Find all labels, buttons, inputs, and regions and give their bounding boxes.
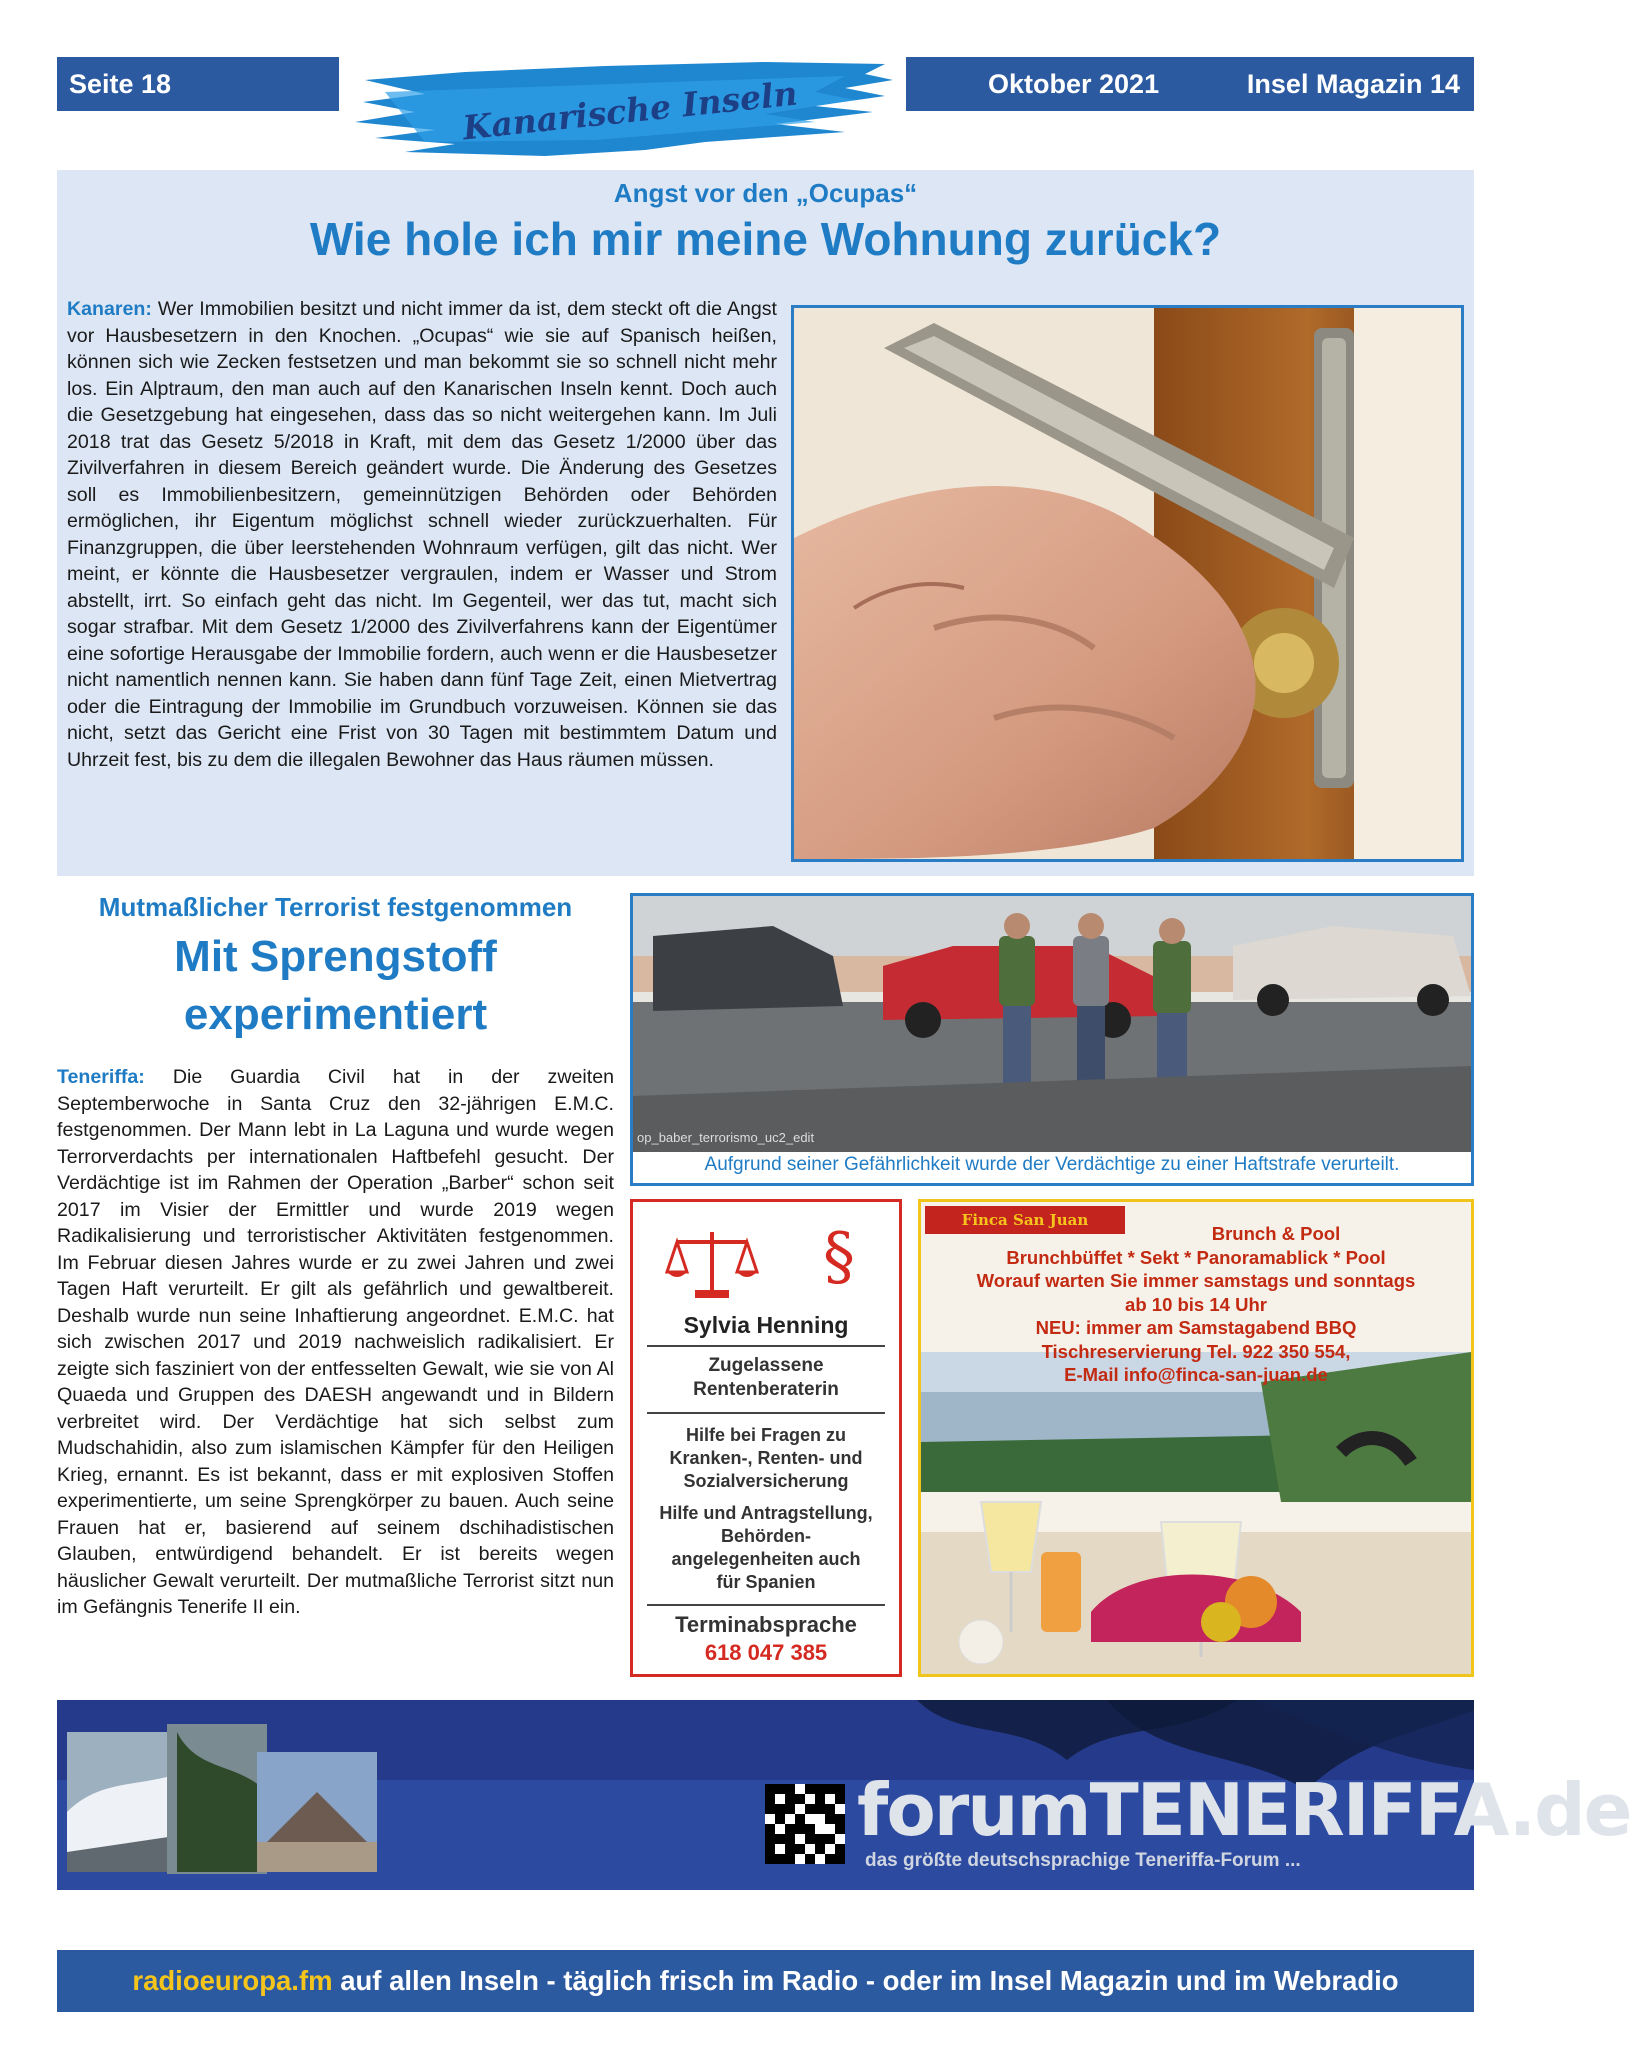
photo-caption: Aufgrund seiner Gefährlichkeit wurde der Verdächtige zu einer Haftstrafe verurteilt. (704, 1154, 1400, 1175)
forum-subtitle: das größte deutschsprachige Teneriffa-Forum ... (865, 1850, 1301, 1871)
header-right-bar (906, 57, 1474, 111)
finca-logo: Finca San Juan (925, 1206, 1125, 1234)
article2-text: Die Guardia Civil hat in der zweiten Septemberwoche in Santa Cruz den 32-jährigen E.M.C. festgenommen. Der Mann lebt in La Laguna und wurde wegen Terrorverdachts per internationalen Haftbefehl gesucht. Der Verdächtige ist im Rahmen der Operation „Barber“ schon seit 2017 im Visier der Ermittler und wurde 2019 wegen Radikalisierung und terroristischer Aktivitäten festgenommen. Im Februar diesen Jahres wurde er zu zwei Jahren und zwei Tagen Haft verurteilt. Er gilt als gefährlich und gewaltbereit. Deshalb wurde nun seine Inhaftierung angeordnet. E.M.C. hat sich zwischen 2017 und 2019 nachweislich radikalisiert. Er zeigte sich fasziniert von der entfesselten Gewalt, wie sie von Al Quaeda und Gruppen des DAESH angewandt und in Bildern verbreitet wird. Der Verdächtige hat sich selbst zum Mudschahidin, also zum islamischen Kämpfer für den Heiligen Krieg, ernannt. Es ist bekannt, dass er mit explosiven Stoffen experimentierte, um seine Sprengkörper zu bauen. Auch seine Frauen hat er, basierend auf seinem dschihadistischen Glauben, entwürdigend behandelt. Er ist bereits wegen häuslicher Gewalt verurteilt. Der mutmaßliche Terrorist sitzt nun im Gefängnis Tenerife II ein. (57, 1066, 614, 1618)
ad-finca-line1: Brunch & Pool (1211, 1223, 1341, 1244)
ad-henning-appointment: Terminabsprache (675, 1612, 857, 1637)
ad-finca-line4: ab 10 bis 14 Uhr (1125, 1293, 1267, 1315)
footer-text: auf allen Inseln - täglich frisch im Radio - oder im Insel Magazin und im Webradio (332, 1965, 1399, 1996)
ad-henning-title-line1: Zugelassene (708, 1355, 824, 1376)
ad-divider (647, 1345, 885, 1347)
ad-henning-help2-line4: für Spanien (716, 1572, 816, 1592)
forum-teneriffa-banner (57, 1700, 1630, 1890)
article1-kicker: Angst vor den „Ocupas“ (613, 178, 918, 208)
ad-henning-help2-line3: angelegenheiten auch (671, 1549, 861, 1569)
scales-icon (667, 1224, 757, 1304)
magazine-name: Insel Magazin 14 (1246, 68, 1460, 99)
ad-henning-help2-line1: Hilfe und Antragstellung, (659, 1503, 873, 1523)
article2-kicker: Mutmaßlicher Terrorist festgenommen (98, 892, 573, 922)
article2-body (57, 1064, 614, 1621)
ad-finca-text (921, 1222, 1471, 1387)
photo-filename: op_baber_terrorismo_uc2_edit (637, 1130, 815, 1145)
ad-henning-title-line2: Rentenberaterin (693, 1379, 839, 1400)
article2-headline-line1: Mit Sprengstoff (174, 932, 497, 981)
ad-finca-line5: NEU: immer am Samstagabend BBQ (1035, 1317, 1357, 1338)
article1-photo-hand-key (791, 305, 1464, 862)
ad-finca-line7: E-Mail info@finca-san-juan.de (1064, 1364, 1328, 1385)
ad-sylvia-henning (630, 1199, 902, 1677)
ad-henning-name: Sylvia Henning (683, 1312, 849, 1338)
forum-title: forumTENERIFFA.de (857, 1768, 1630, 1852)
paragraph-icon: § (823, 1220, 855, 1294)
page-number-text: Seite 18 (69, 68, 172, 99)
article2-headline-line2: experimentiert (183, 990, 488, 1039)
ad-finca-line3: Worauf warten Sie immer samstags und sonntags (976, 1270, 1416, 1291)
article1-body (67, 296, 777, 773)
ad-henning-help1-line1: Hilfe bei Fragen zu (685, 1425, 847, 1445)
ad-henning-help1-line3: Sozialversicherung (683, 1471, 849, 1491)
footer-bar (57, 1950, 1474, 2012)
footer-site-link[interactable]: radioeuropa.fm (132, 1965, 333, 1996)
article2-photo-arrest (630, 893, 1474, 1186)
ad-finca-line6: Tischreservierung Tel. 922 350 554, (1041, 1340, 1351, 1362)
article2-headline (57, 928, 614, 1044)
ad-finca-line2: Brunchbüffet * Sekt * Panoramablick * Pool (1006, 1246, 1386, 1268)
ad-finca-san-juan (918, 1199, 1474, 1677)
article1-headline: Wie hole ich mir meine Wohnung zurück? (309, 213, 1222, 265)
issue-date: Oktober 2021 (988, 68, 1160, 99)
ad-divider (647, 1412, 885, 1414)
ad-henning-help1-line2: Kranken-, Renten- und (669, 1448, 863, 1468)
ad-henning-help1 (633, 1424, 899, 1493)
ad-henning-title (633, 1354, 899, 1402)
article1-lead: Kanaren: (67, 298, 152, 320)
ad-henning-help2 (633, 1502, 899, 1594)
article1-text: Wer Immobilien besitzt und nicht immer da ist, dem steckt oft die Angst vor Hausbesetzern in den Knochen. „Ocupas“ wie sie auf Spanisch heißen, können sich wie Zecken festsetzen und man bekommt sie so schnell nicht mehr los. Ein Alptraum, den man auch auf den Kanarischen Inseln kennt. Doch auch die Gesetzgebung hat eingesehen, dass das so nicht weitergehen kann. Im Juli 2018 trat das Gesetz 5/2018 in Kraft, mit dem das Gesetz 1/2000 über das Zivilverfahren in diesem Bereich geändert wurde. Die Änderung des Gesetzes soll es Immobilienbesitzern, gemeinnützigen Behörden oder Behörden ermöglichen, ihr Eigentum möglichst schnell wieder zurückzuerhalten. Für Finanzgruppen, die über leerstehenden Wohnraum verfügen, gilt das nicht. Wer meint, er könnte die Hausbesetzer vergraulen, indem er Wasser und Strom abstellt, irrt. So einfach geht das nicht. Im Gegenteil, wer das tut, macht sich sogar strafbar. Mit dem Gesetz 1/2000 des Zivilverfahrens kann der Eigentümer eine sofortige Herausgabe der Immobilie fordern, auch wenn er die Hausbesetzer nicht namentlich nennen kann. Sie haben dann fünf Tage Zeit, einen Mietvertrag oder die Eintragung der Immobilie im Grundbuch vorzuweisen. Können sie das nicht, setzt das Gericht eine Frist von 30 Tagen mit bestimmtem Datum und Uhrzeit fest, bis zu dem die illegalen Bewohner das Haus räumen müssen. (67, 298, 777, 771)
page-number (57, 57, 339, 111)
ad-divider (647, 1604, 885, 1606)
section-title: Kanarische Inseln (460, 73, 800, 147)
arrest-scene-illustration (633, 896, 1471, 1152)
hand-door-illustration (794, 308, 1461, 859)
article2-lead: Teneriffa: (57, 1066, 145, 1088)
qr-code-icon (765, 1784, 845, 1864)
ad-henning-help2-line2: Behörden- (721, 1526, 811, 1546)
ad-henning-phone: 618 047 385 (704, 1640, 828, 1665)
